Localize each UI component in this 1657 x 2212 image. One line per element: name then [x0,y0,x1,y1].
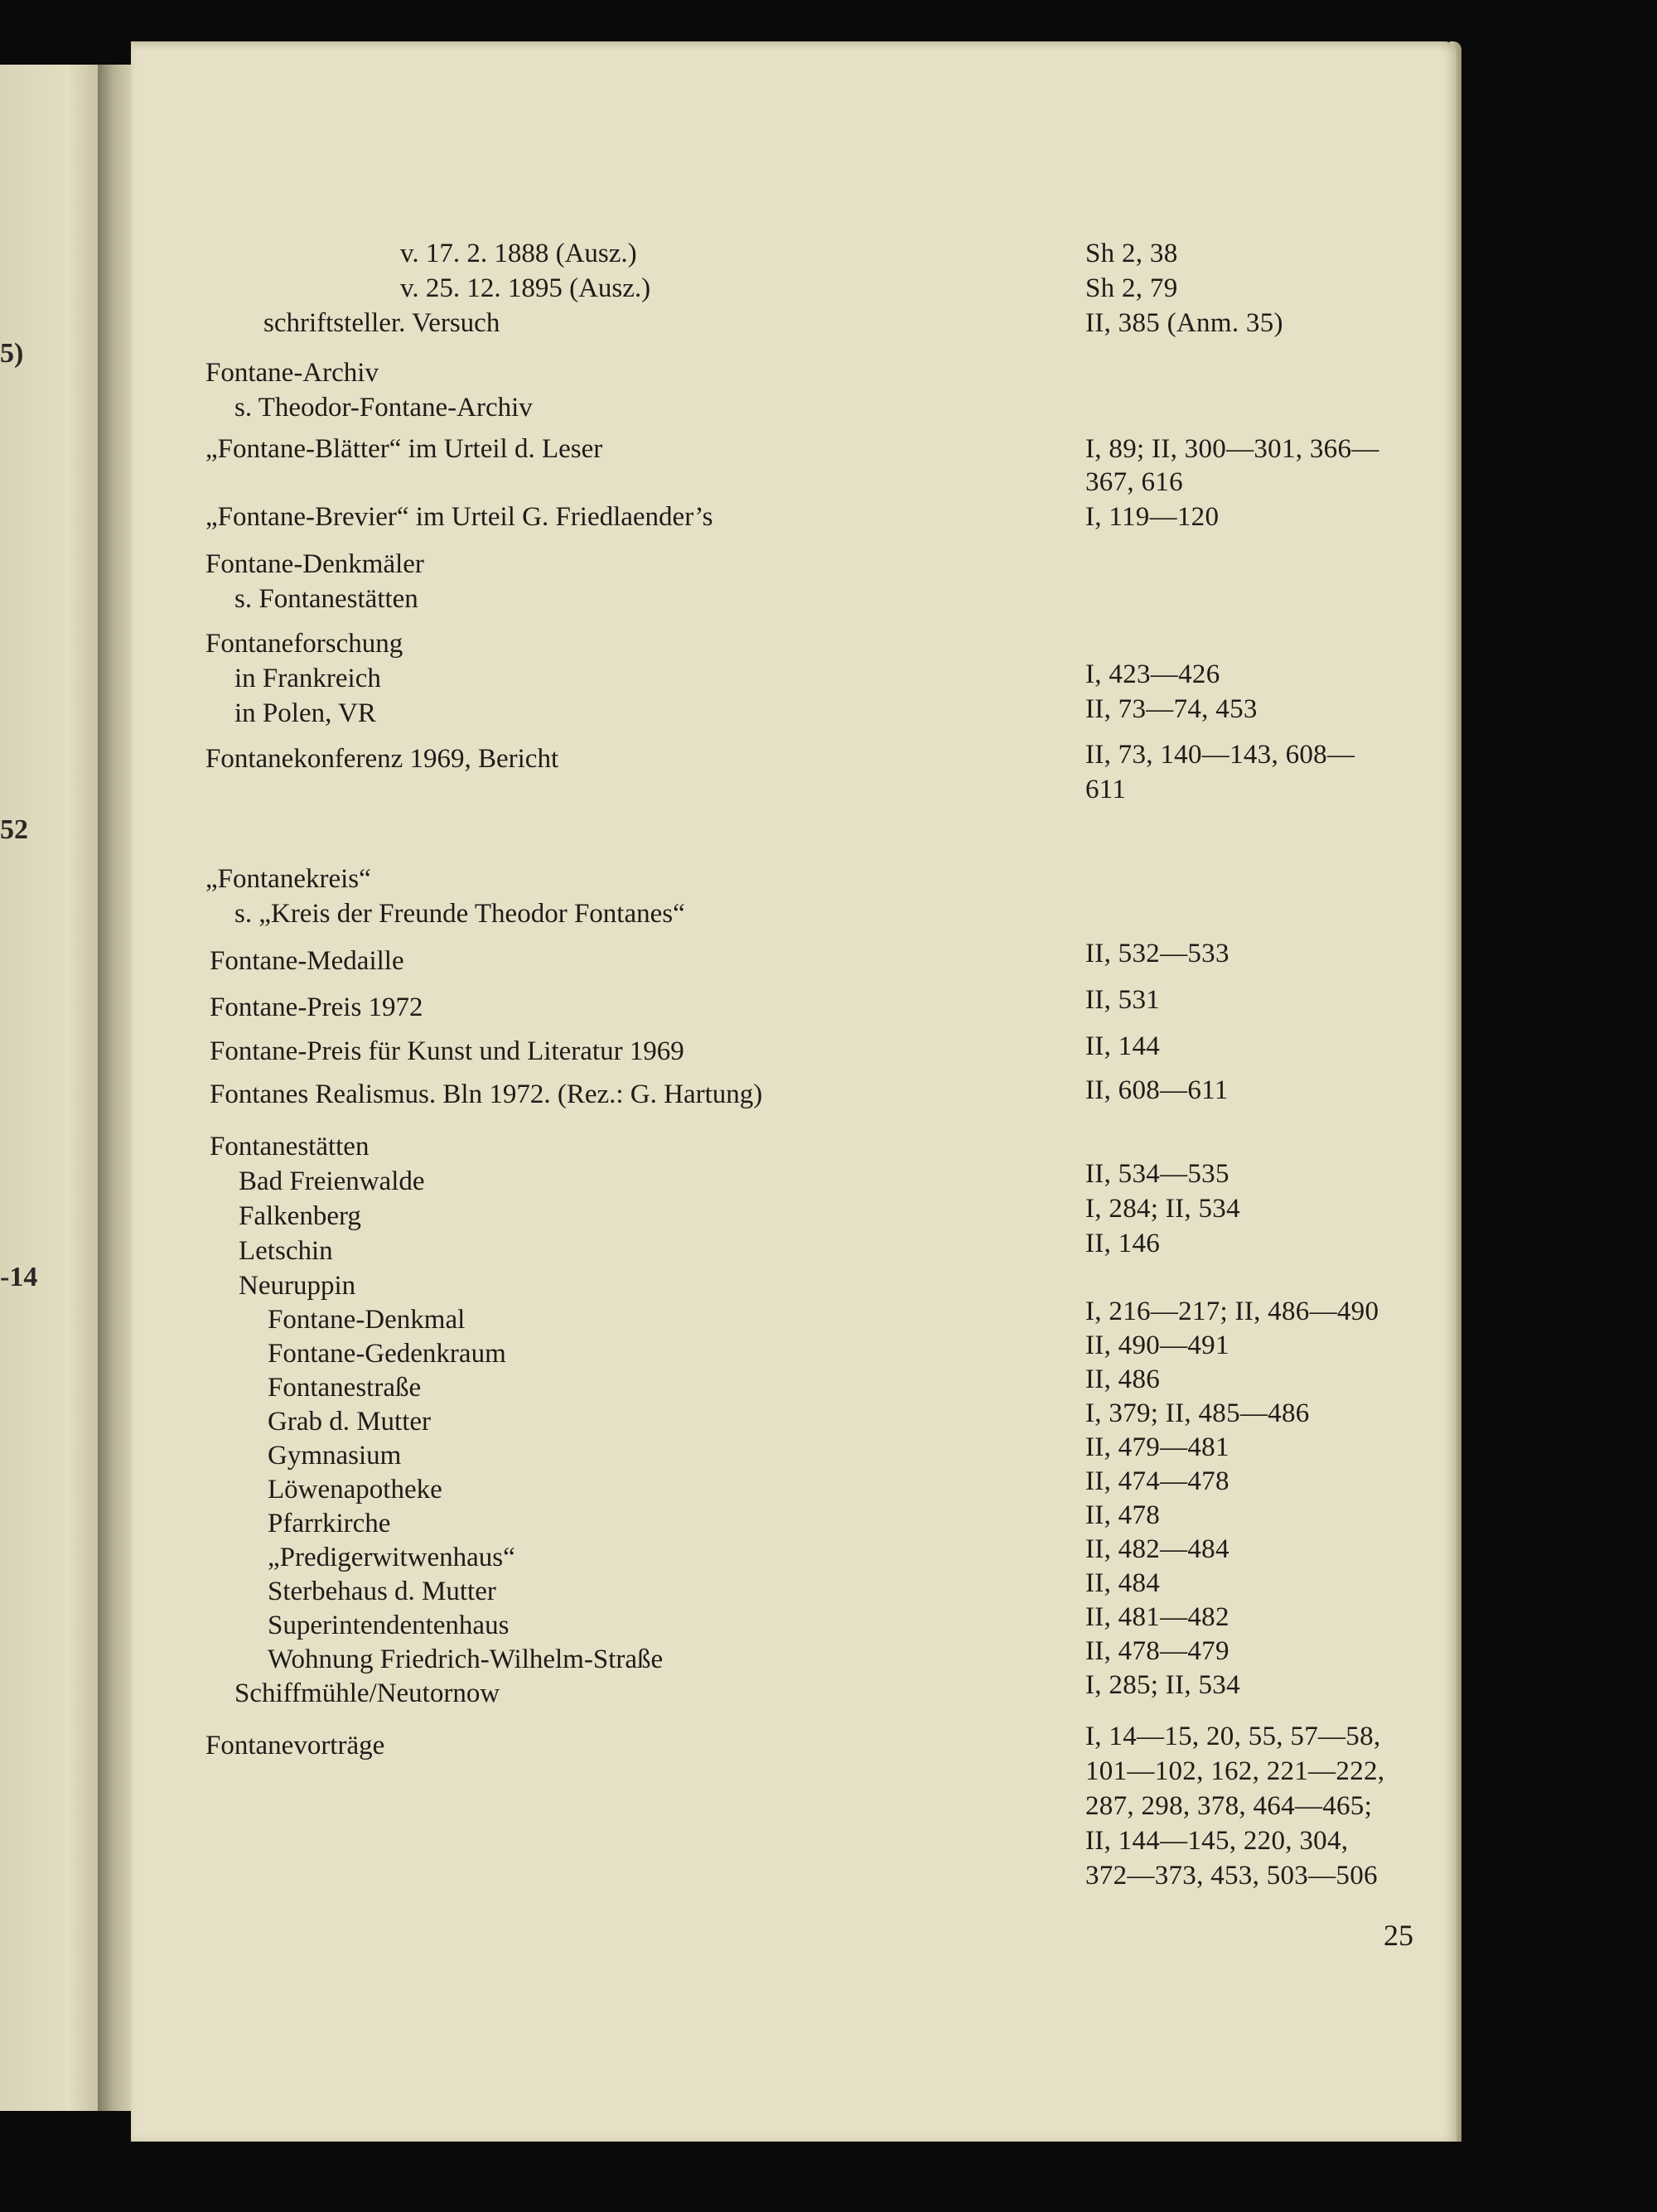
index-reference: Sh 2, 38 [1085,239,1178,268]
index-reference: II, 478 [1085,1500,1161,1530]
index-reference: II, 490—491 [1085,1331,1229,1360]
book-gutter [98,65,134,2111]
index-reference: I, 14—15, 20, 55, 57—58, [1085,1722,1381,1751]
index-reference: II, 144 [1085,1031,1161,1061]
index-reference: I, 284; II, 534 [1085,1194,1240,1224]
index-reference: II, 481—482 [1085,1602,1229,1632]
index-entry: schriftsteller. Versuch [263,308,500,338]
index-entry: Fontane-Denkmal [268,1305,466,1335]
index-entry: Fontanestätten [210,1132,370,1162]
index-entry: Fontane-Gedenkraum [268,1339,506,1369]
index-entry: Fontane-Archiv [205,358,379,388]
edge-fragment: -14 [0,1262,38,1292]
index-entry: Gymnasium [268,1441,402,1471]
index-reference: II, 474—478 [1085,1466,1229,1496]
index-reference: II, 531 [1085,985,1161,1015]
index-entry: s. „Kreis der Freunde Theodor Fontanes“ [234,899,685,929]
index-reference: I, 285; II, 534 [1085,1670,1240,1700]
index-entry: „Predigerwitwenhaus“ [268,1543,515,1572]
index-reference: II, 146 [1085,1229,1161,1258]
index-reference: I, 119—120 [1085,502,1220,532]
index-entry: Grab d. Mutter [268,1407,432,1437]
index-reference: I, 216—217; II, 486—490 [1085,1297,1379,1326]
index-reference: 372—373, 453, 503—506 [1085,1861,1378,1891]
index-entry: Wohnung Friedrich-Wilhelm-Straße [268,1645,664,1674]
index-reference: I, 89; II, 300—301, 366— [1085,434,1379,464]
edge-fragment: 52 [0,814,28,845]
index-entry: v. 25. 12. 1895 (Ausz.) [400,273,651,303]
index-reference: II, 484 [1085,1568,1161,1598]
index-reference: II, 144—145, 220, 304, [1085,1826,1349,1856]
index-entry: Fontane-Preis 1972 [210,993,423,1022]
index-entry: Fontane-Preis für Kunst und Literatur 1969 [210,1036,684,1066]
index-reference: II, 478—479 [1085,1636,1229,1666]
index-reference: II, 486 [1085,1364,1161,1394]
index-entry: in Polen, VR [234,698,376,728]
index-reference: II, 608—611 [1085,1075,1229,1105]
index-reference: 611 [1085,775,1127,804]
index-entry: „Fontane-Brevier“ im Urteil G. Friedlaender’s [205,502,713,532]
index-entry: Superintendentenhaus [268,1611,510,1640]
index-reference: Sh 2, 79 [1085,273,1178,303]
index-entry: Fontane-Medaille [210,946,404,976]
index-entry: Falkenberg [239,1201,361,1231]
index-reference: 367, 616 [1085,467,1183,497]
index-entry: Fontanes Realismus. Bln 1972. (Rez.: G. Hartung) [210,1079,763,1109]
index-entry: s. Fontanestätten [234,584,418,614]
index-entry: „Fontane-Blätter“ im Urteil d. Leser [205,434,603,464]
index-entry: Löwenapotheke [268,1475,442,1504]
index-entry: Neuruppin [239,1271,356,1301]
index-entry: Pfarrkirche [268,1509,391,1538]
index-reference: II, 534—535 [1085,1159,1229,1189]
index-entry: v. 17. 2. 1888 (Ausz.) [400,239,637,268]
index-entry: Letschin [239,1236,333,1266]
index-reference: II, 482—484 [1085,1534,1229,1564]
edge-fragment: 5) [0,338,24,369]
index-entry: Bad Freienwalde [239,1166,425,1196]
index-entry: Fontanevorträge [205,1731,385,1760]
previous-page-edge [0,65,98,2111]
index-reference: II, 385 (Anm. 35) [1085,308,1283,338]
index-reference: II, 73, 140—143, 608— [1085,740,1355,770]
index-reference: 287, 298, 378, 464—465; [1085,1791,1373,1821]
index-entry: Fontaneforschung [205,629,403,659]
index-page [131,41,1457,2142]
index-entry: Fontane-Denkmäler [205,549,424,579]
index-reference: II, 479—481 [1085,1432,1229,1462]
index-entry: Sterbehaus d. Mutter [268,1577,496,1606]
index-entry: Fontanestraße [268,1373,422,1403]
page-number: 25 [1384,1919,1413,1952]
index-entry: Schiffmühle/Neutornow [234,1678,500,1708]
index-entry: s. Theodor-Fontane-Archiv [234,393,533,423]
index-entry: in Frankreich [234,664,381,693]
index-reference: I, 423—426 [1085,659,1220,689]
index-reference: 101—102, 162, 221—222, [1085,1756,1385,1786]
index-entry: „Fontanekreis“ [205,864,371,894]
index-entry: Fontanekonferenz 1969, Bericht [205,744,559,774]
index-reference: II, 532—533 [1085,939,1229,968]
index-reference: I, 379; II, 485—486 [1085,1398,1310,1428]
index-reference: II, 73—74, 453 [1085,694,1258,724]
